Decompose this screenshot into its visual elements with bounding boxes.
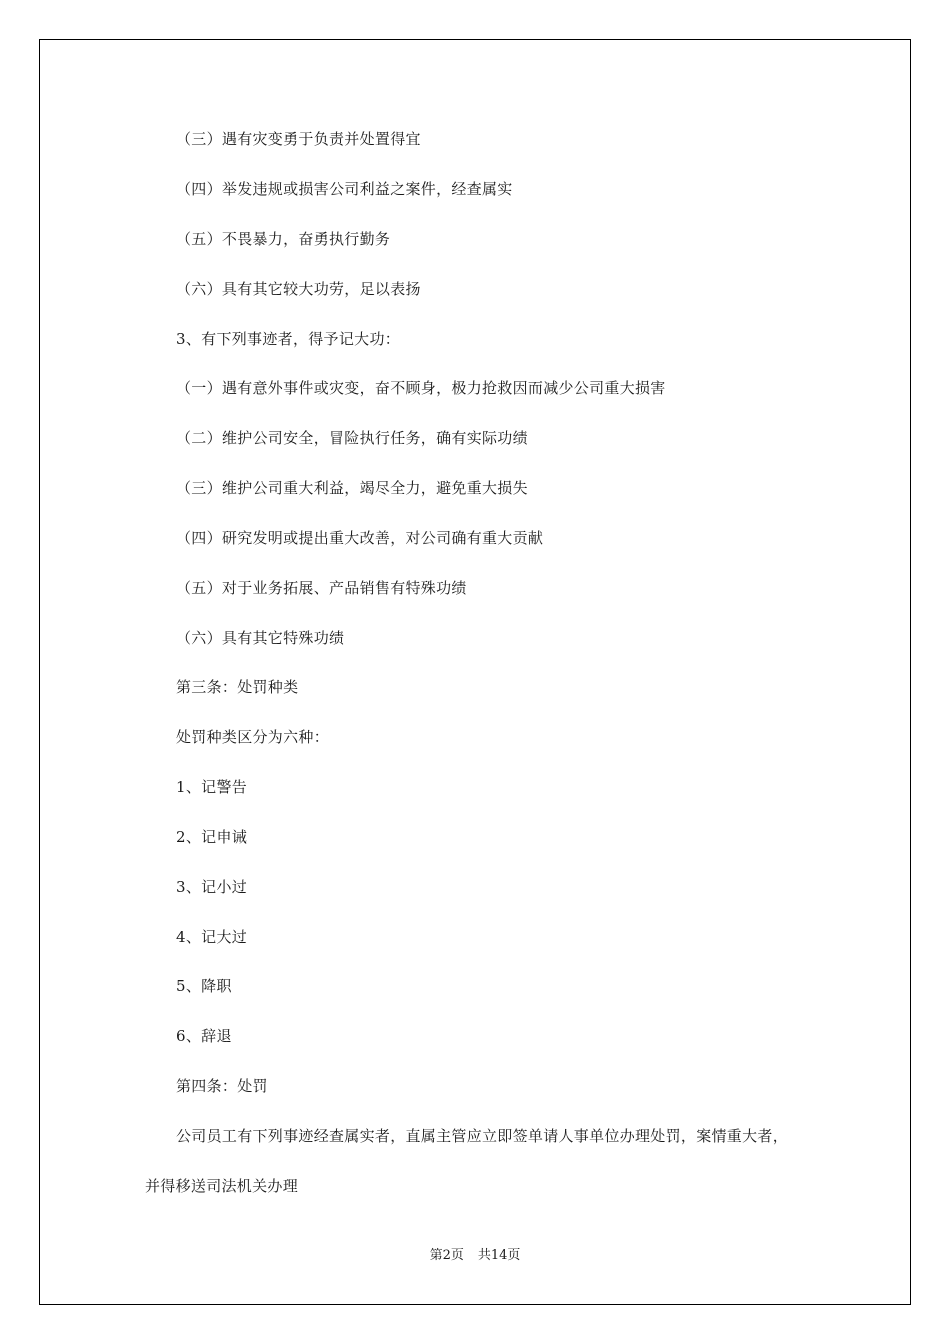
list-item: 1、记警告 [176,778,248,796]
paragraph: 并得移送司法机关办理 [145,1177,299,1195]
list-item: 6、辞退 [176,1027,232,1045]
paragraph: （一）遇有意外事件或灾变，奋不顾身，极力抢救因而减少公司重大损害 [176,379,666,397]
paragraph: 公司员工有下列事迹经查属实者，直属主管应立即签单请人事单位办理处罚，案情重大者， [176,1127,789,1145]
paragraph: （五）不畏暴力，奋勇执行勤务 [176,230,391,248]
section-heading: 第三条：处罚种类 [176,678,299,696]
section-heading: 第四条：处罚 [176,1077,268,1095]
paragraph: （三）维护公司重大利益，竭尽全力，避免重大损失 [176,479,528,497]
paragraph: （二）维护公司安全，冒险执行任务，确有实际功绩 [176,429,528,447]
list-item: 2、记申诫 [176,828,248,846]
paragraph: （三）遇有灾变勇于负责并处置得宜 [176,130,421,148]
page-frame [39,39,911,1305]
page-number: 第2页 [429,1248,464,1263]
paragraph: （六）具有其它较大功劳，足以表扬 [176,280,421,298]
paragraph: 处罚种类区分为六种： [176,728,330,746]
list-item: 4、记大过 [176,928,248,946]
list-item: 5、降职 [176,977,232,995]
paragraph: （六）具有其它特殊功绩 [176,629,345,647]
paragraph: （五）对于业务拓展、产品销售有特殊功绩 [176,579,467,597]
paragraph: 3、有下列事迹者，得予记大功： [176,330,401,348]
paragraph: （四）举发违规或损害公司利益之案件，经查属实 [176,180,513,198]
list-item: 3、记小过 [176,878,248,896]
page-footer [0,1247,950,1265]
paragraph: （四）研究发明或提出重大改善，对公司确有重大贡献 [176,529,544,547]
page-total: 共14页 [477,1248,521,1263]
